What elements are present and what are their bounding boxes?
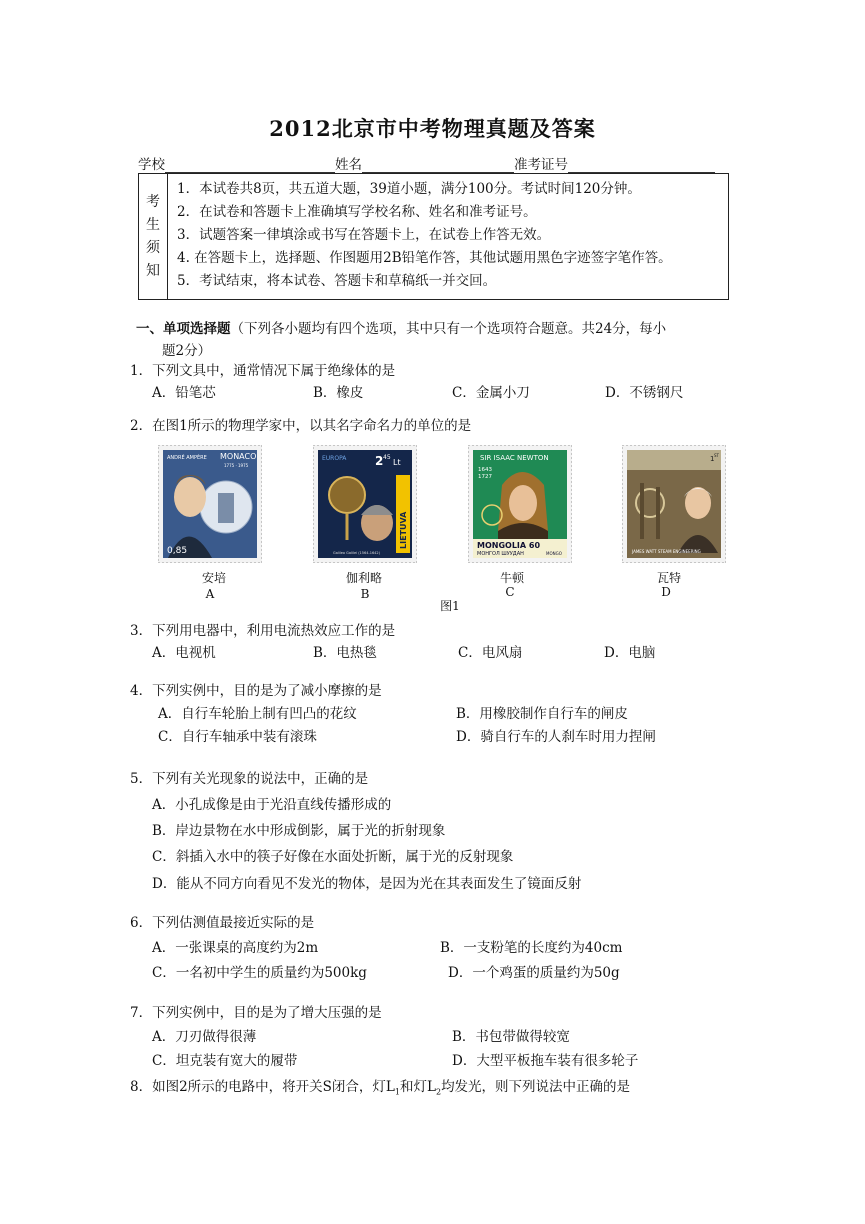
stamp-text: EUROPA: [322, 455, 347, 462]
option-c: C．坦克装有宽大的履带: [152, 1053, 298, 1069]
school-label: 学校: [138, 157, 165, 173]
stamp-text: Galileo Galilei (1564-1642): [333, 551, 381, 555]
stamp-text: LIETUVA: [399, 511, 408, 549]
option-d: D．不锈钢尺: [605, 385, 684, 401]
question-stem: 6．下列估测值最接近实际的是: [130, 915, 315, 931]
name-label: 姓名: [335, 157, 362, 173]
student-info-row: [138, 153, 727, 171]
stamp-text: 45: [383, 454, 391, 461]
option-a: A．一张课桌的高度约为2m: [152, 940, 319, 956]
stamp-watt-image: [622, 445, 726, 563]
option-d: D．电脑: [604, 645, 656, 661]
notice-label: [139, 174, 168, 299]
stamp-text: Lt: [393, 458, 401, 467]
option-d: D．大型平板拖车装有很多轮子: [452, 1053, 639, 1069]
question-stem: 7．下列实例中，目的是为了增大压强的是: [130, 1005, 382, 1021]
stamp-galileo-image: [313, 445, 417, 563]
question-stem: 5．下列有关光现象的说法中，正确的是: [130, 771, 369, 787]
question-stem: [130, 1075, 630, 1097]
stamp-text: 1727: [478, 474, 492, 480]
stamp-name-newton: 牛顿: [499, 571, 524, 585]
stamp-letter-b: B: [360, 587, 370, 601]
page-title: 2012北京市中考物理真题及答案: [269, 116, 596, 141]
name-field[interactable]: [362, 158, 514, 173]
option-d: D．能从不同方向看见不发光的物体，是因为光在其表面发生了镜面反射: [152, 876, 582, 892]
option-d: D．骑自行车的人刹车时用力捏闸: [456, 729, 656, 745]
option-c: C．电风扇: [458, 645, 523, 661]
notice-item: 1．本试卷共8页，共五道大题，39道小题，满分100分。考试时间120分钟。: [177, 181, 641, 197]
option-b: B．用橡胶制作自行车的闸皮: [456, 706, 628, 722]
option-c: C．金属小刀: [452, 385, 530, 401]
school-field[interactable]: [165, 158, 335, 173]
option-c: C．斜插入水中的筷子好像在水面处折断，属于光的反射现象: [152, 849, 514, 865]
stamp-text: 1775 · 1975: [224, 463, 249, 468]
stamp-ampere-image: [158, 445, 262, 563]
stamp-name-watt: 瓦特: [656, 571, 681, 585]
notice-label-char: 考: [146, 193, 160, 210]
stamp-letter-d: D: [661, 585, 671, 599]
option-b: B．橡皮: [313, 385, 364, 401]
stamp-text: 1: [710, 455, 715, 463]
q8-subscript: 1: [394, 1087, 400, 1097]
option-a: A．电视机: [152, 645, 216, 661]
option-c: C．一名初中学生的质量约为500kg: [152, 965, 367, 981]
stamp-text: 0,85: [167, 546, 188, 556]
figure-caption: 图1: [440, 599, 460, 613]
question-stem: 2．在图1所示的物理学家中，以其名字命名力的单位的是: [130, 418, 472, 434]
stamp-ampere: [158, 445, 262, 563]
stamp-text: MONACO: [220, 452, 257, 461]
section-desc-cont: 题2分）: [162, 343, 212, 359]
exam-notice-box: [138, 173, 729, 300]
question-stem: 1．下列文具中，通常情况下属于绝缘体的是: [130, 363, 396, 379]
notice-items: [177, 178, 672, 293]
notice-label-char: 须: [146, 239, 160, 256]
exam-id-field[interactable]: [568, 158, 715, 173]
option-b: B．书包带做得较宽: [452, 1029, 570, 1045]
option-a: A．刀刃做得很薄: [152, 1029, 257, 1045]
stamp-text: 1643: [478, 467, 492, 473]
stamp-name-ampere: 安培: [201, 571, 226, 585]
q8-text: 均发光，则下列说法中正确的是: [441, 1079, 631, 1095]
option-b: B．岸边景物在水中形成倒影，属于光的折射现象: [152, 823, 446, 839]
option-c: C．自行车轴承中装有滚珠: [158, 729, 317, 745]
q8-text: 8．如图2所示的电路中，将开关S闭合，灯L: [130, 1079, 395, 1095]
question-stem: 4．下列实例中，目的是为了减小摩擦的是: [130, 683, 382, 699]
notice-label-char: 知: [146, 262, 160, 279]
notice-item: 2．在试卷和答题卡上准确填写学校名称、姓名和准考证号。: [177, 204, 537, 220]
option-a: A．小孔成像是由于光沿直线传播形成的: [152, 797, 392, 813]
section-desc: （下列各小题均有四个选项，其中只有一个选项符合题意。共24分，每小: [230, 321, 667, 337]
notice-item: 4. 在答题卡上，选择题、作图题用2B铅笔作答，其他试题用黑色字迹签字笔作答。: [177, 250, 672, 266]
stamp-name-galileo: 伽利略: [345, 571, 382, 585]
stamp-text: SIR ISAAC NEWTON: [480, 454, 549, 462]
section-heading: [136, 317, 666, 337]
stamp-newton-image: [468, 445, 572, 563]
notice-item: 3．试题答案一律填涂或书写在答题卡上，在试卷上作答无效。: [177, 227, 551, 243]
question-stem: 3．下列用电器中，利用电流热效应工作的是: [130, 623, 396, 639]
stamp-text: 2: [375, 454, 384, 468]
stamp-text: ST: [714, 453, 719, 458]
stamp-text: ANDRÉ AMPÈRE: [167, 455, 207, 461]
stamp-letter-c: C: [505, 585, 515, 599]
section-title: 一、单项选择题: [136, 321, 231, 337]
stamp-text: МОНГОЛ ШУУДАН: [477, 551, 524, 557]
q8-subscript: 2: [435, 1087, 442, 1097]
stamp-letter-a: A: [205, 587, 215, 601]
option-a: A．铅笔芯: [152, 385, 216, 401]
stamp-text: JAMES WATT STEAM ENGINEERING: [632, 549, 701, 554]
notice-label-char: 生: [146, 216, 160, 233]
option-a: A．自行车轮胎上制有凹凸的花纹: [158, 706, 357, 722]
option-b: B．一支粉笔的长度约为40cm: [440, 940, 623, 956]
q8-text: 和灯L: [400, 1079, 436, 1095]
exam-id-label: 准考证号: [514, 157, 568, 173]
stamp-newton: [468, 445, 572, 563]
option-d: D．一个鸡蛋的质量约为50g: [448, 965, 620, 981]
option-b: B．电热毯: [313, 645, 377, 661]
stamp-text: MONGOLIA 60: [477, 541, 541, 550]
stamp-watt: [622, 445, 726, 563]
stamp-text: MONGO: [546, 551, 562, 556]
notice-item: 5．考试结束，将本试卷、答题卡和草稿纸一并交回。: [177, 273, 497, 289]
stamp-galileo: [313, 445, 417, 563]
